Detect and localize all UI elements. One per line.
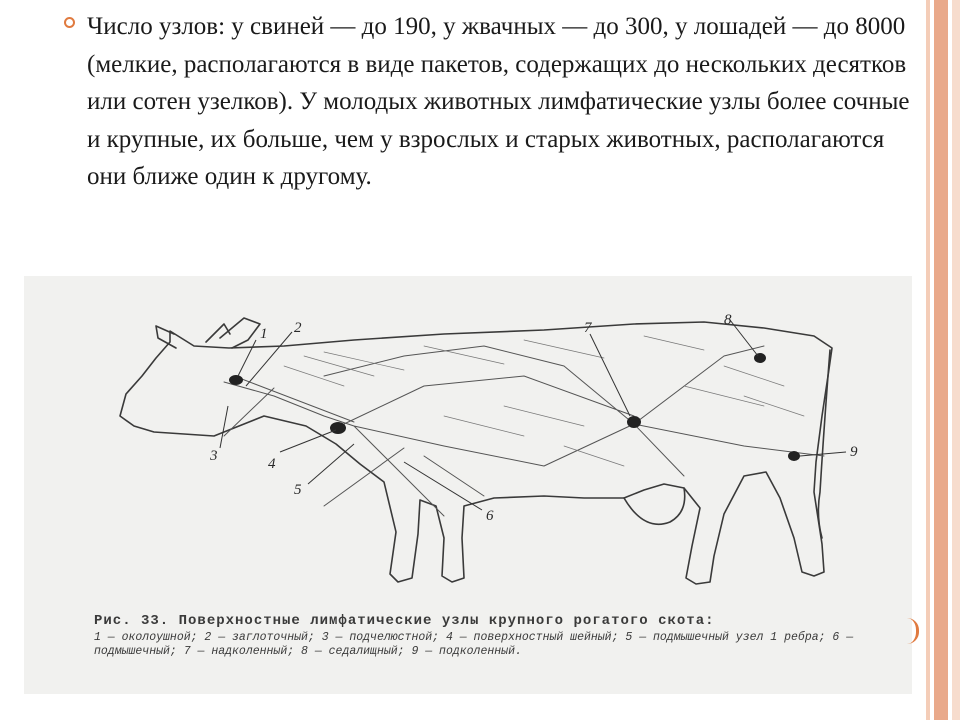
pointer-1 xyxy=(238,340,256,376)
figure-label-1: 1 xyxy=(260,326,268,342)
figure-label-4: 4 xyxy=(268,456,276,472)
stripe-thin xyxy=(926,0,930,720)
cow-udder xyxy=(624,488,685,524)
figure-label-6: 6 xyxy=(486,508,494,524)
figure-label-9: 9 xyxy=(850,444,858,460)
lymph-node-9 xyxy=(788,451,800,461)
figure-label-8: 8 xyxy=(724,312,732,328)
lymph-node-4 xyxy=(330,422,346,434)
bullet-icon xyxy=(64,17,75,28)
figure-label-3: 3 xyxy=(210,448,218,464)
pointer-3 xyxy=(220,406,228,448)
pointer-5 xyxy=(308,444,354,484)
pointer-2 xyxy=(246,332,292,386)
stripe-wide xyxy=(934,0,948,720)
decorative-side-stripes xyxy=(918,0,960,720)
caption-legend: 1 — околоушной; 2 — заглоточный; 3 — подчелюстной; 4 — поверхностный шейный; 5 — подмышечный узел 1 ребра; 6 — подмышечный; 7 — надколенный; 8 — седалищный; 9 — подколенный. xyxy=(94,631,854,658)
cow-tail xyxy=(818,350,830,538)
pointer-4 xyxy=(280,430,336,452)
lymph-nodes-figure xyxy=(24,276,912,694)
caption-title: Рис. 33. Поверхностные лимфатические узлы крупного рогатого скота: xyxy=(94,613,715,629)
figure-label-2: 2 xyxy=(294,320,302,336)
lymph-node-7 xyxy=(627,416,641,428)
cow-outline xyxy=(120,322,832,584)
lymph-node-1 xyxy=(229,375,243,385)
figure-caption xyxy=(94,614,894,659)
figure-label-7: 7 xyxy=(584,320,592,336)
lymph-node-8 xyxy=(754,353,766,363)
figure-label-5: 5 xyxy=(294,482,302,498)
stripe-light xyxy=(952,0,960,720)
cow-ear-left xyxy=(156,326,176,348)
slide-paragraph: Число узлов: у свиней — до 190, у жвачных — до 300, у лошадей — до 8000 (мелкие, располагаются в виде пакетов, содержащих до нескольких десятков или сотен узелков). У молодых животных лимфатические узлы более сочные и крупные, их больше, чем у взрослых и старых животных, располагаются они ближе один к другому. xyxy=(87,13,910,190)
